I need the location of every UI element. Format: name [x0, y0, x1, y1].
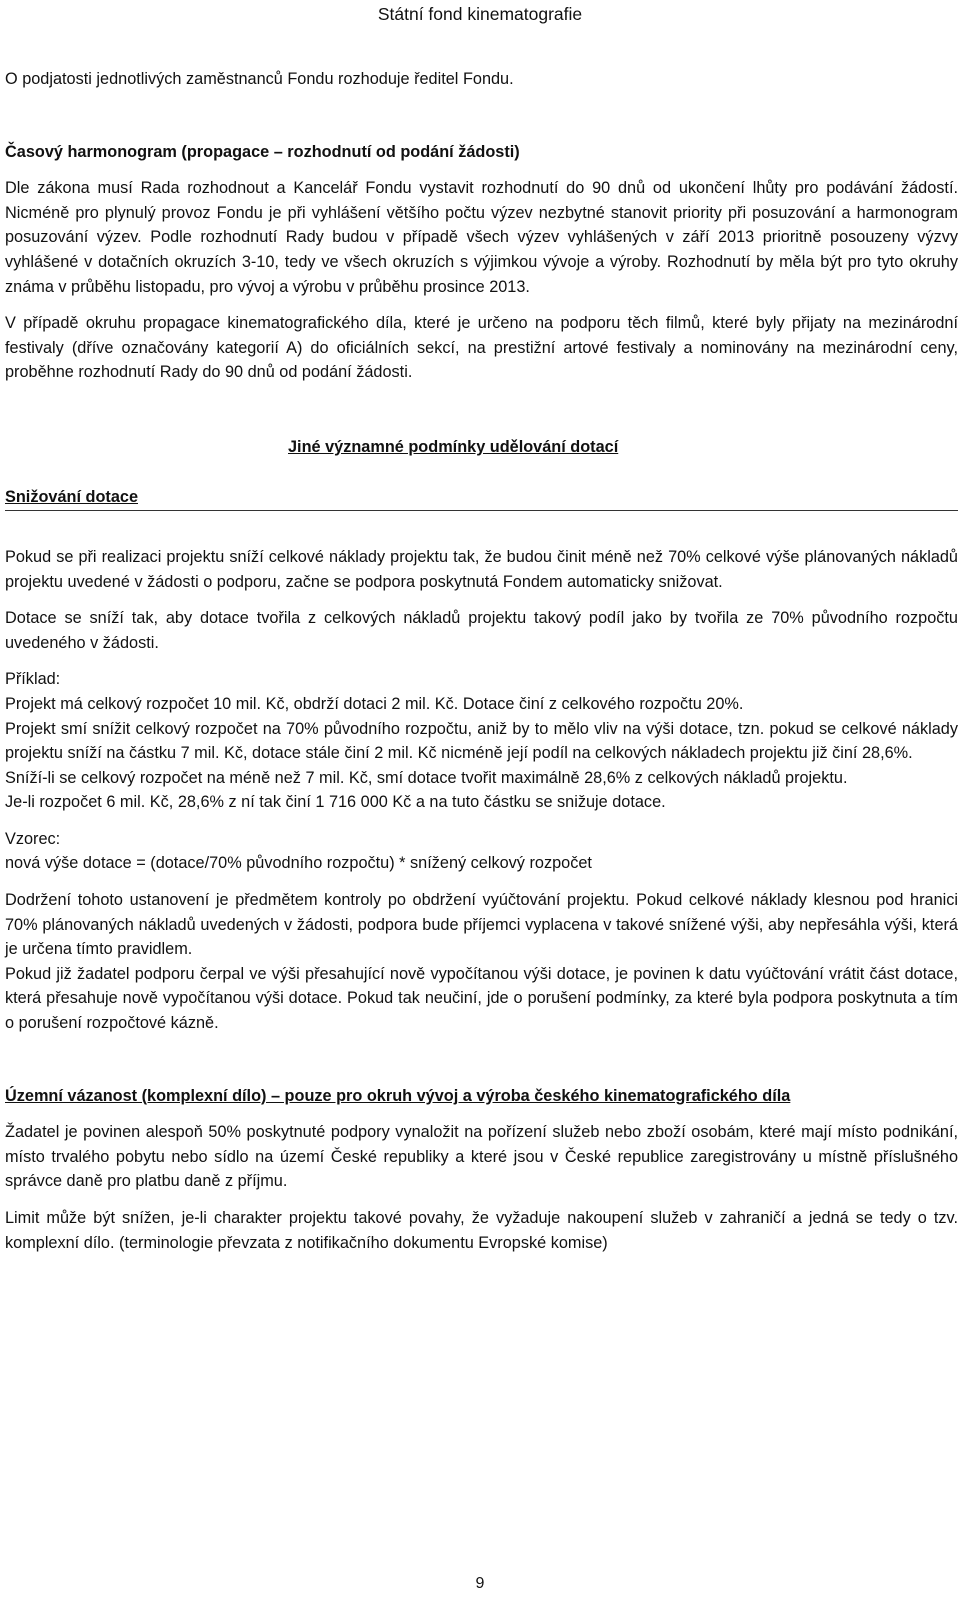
territorial-heading: Územní vázanost (komplexní dílo) – pouze pro okruh vývoj a výroba českého kinematografického díla	[5, 1086, 791, 1105]
conditions-title: Jiné významné podmínky udělování dotací	[288, 437, 619, 456]
formula: nová výše dotace = (dotace/70% původního rozpočtu) * snížený celkový rozpočet	[5, 854, 592, 873]
example-line: Sníží-li se celkový rozpočet na méně než 7 mil. Kč, smí dotace tvořit maximálně 28,6% z celkových nákladů projektu.	[5, 768, 848, 787]
territorial-paragraph-1: Žadatel je povinen alespoň 50% poskytnuté podpory vynaložit na pořízení služeb nebo zboží osobám, které mají místo podnikání, místo trvalého pobytu nebo sídlo na území České republiky a které jsou v České republice zaregistrovány u místně příslušného správce daně pro platbu daně z příjmu.	[5, 1123, 958, 1191]
example-label: Příklad:	[5, 670, 61, 689]
page-content	[5, 67, 958, 1255]
reduction-paragraph-1: Pokud se při realizaci projektu sníží celkové náklady projektu tak, že budou činit méně než 70% celkové výše plánovaných nákladů projektu uvedené v žádosti o podporu, začne se podpora poskytnutá Fondem automaticky snižovat.	[5, 547, 958, 591]
schedule-paragraph-1: Dle zákona musí Rada rozhodnout a Kancelář Fondu vystavit rozhodnutí do 90 dnů od ukončení lhůty pro podávání žádostí. Nicméně pro plynulý provoz Fondu je při vyhlášení většího počtu výzev nezbytné stanovit priority při posuzování a harmonogram posuzování výzev. Podle rozhodnutí Rady budou v případě všech výzev vyhlášených v září 2013 prioritně posouzeny výzvy vyhlášené v dotačních okruzích 3-10, tedy ve všech okruzích s výjimkou vývoje a výroby. Rozhodnutí by měla být pro tyto okruhy známa v průběhu listopadu, pro vývoj a výrobu v průběhu prosince 2013.	[5, 179, 958, 296]
refund-paragraph: Pokud již žadatel podporu čerpal ve výši přesahující nově vypočítanou výši dotace, je povinen k datu vyúčtování vrátit část dotace, která přesahuje nově vypočítanou výši dotace. Pokud tak neučiní, jde o porušení podmínky, za které byla podpora poskytnuta a tím o porušení rozpočtové kázně.	[5, 964, 958, 1033]
schedule-heading: Časový harmonogram (propagace – rozhodnutí od podání žádosti)	[5, 142, 520, 161]
conditions-section-header	[5, 433, 958, 533]
territorial-paragraph-2: Limit může být snížen, je-li charakter projektu takové povahy, že vyžaduje nakoupení služeb v zahraničí a jedná se tedy o tzv. komplexní dílo. (terminologie převzata z notifikačního dokumentu Evropské komise)	[5, 1209, 958, 1252]
schedule-paragraph-2: V případě okruhu propagace kinematografického díla, které je určeno na podporu těch filmů, které byly přijaty na mezinárodní festivaly (dříve označovány kategorií A) do oficiálních sekcí, na prestižní artové festivaly a nominovány na mezinárodní ceny, proběhne rozhodnutí Rady do 90 dnů od podání žádosti.	[5, 314, 958, 382]
intro-paragraph: O podjatosti jednotlivých zaměstnanců Fondu rozhoduje ředitel Fondu.	[5, 70, 514, 88]
page-number: 9	[475, 1575, 485, 1592]
example-line: Projekt smí snížit celkový rozpočet na 70% původního rozpočtu, aniž by to mělo vliv na výši dotace, tzn. pokud se celkové náklady projektu sníží na částku 7 mil. Kč, dotace stále činí 2 mil. Kč nicméně její podíl na celkových nákladech projektu již činí 28,6%.	[5, 719, 958, 763]
example-line: Projekt má celkový rozpočet 10 mil. Kč, obdrží dotaci 2 mil. Kč. Dotace činí z celkového rozpočtu 20%.	[5, 694, 744, 713]
reduction-paragraph-2: Dotace se sníží tak, aby dotace tvořila z celkových nákladů projektu takový podíl jako by tvořila ze 70% původního rozpočtu uvedeného v žádosti.	[5, 609, 958, 652]
control-paragraph: Dodržení tohoto ustanovení je předmětem kontroly po obdržení vyúčtování projektu. Pokud celkové náklady klesnou pod hranici 70% plánovaných nákladů uvedených v žádosti, podpora bude příjemci vyplacena v takové snížené výši, aby nepřesáhla výši, která je určena tímto pravidlem.	[5, 891, 958, 959]
conditions-subtitle: Snižování dotace	[5, 487, 138, 506]
page-header: Státní fond kinematografie	[377, 4, 583, 24]
example-line: Je-li rozpočet 6 mil. Kč, 28,6% z ní tak činí 1 716 000 Kč a na tuto částku se snižuje dotace.	[5, 793, 666, 812]
formula-label: Vzorec:	[5, 829, 61, 848]
section-divider	[5, 510, 958, 511]
